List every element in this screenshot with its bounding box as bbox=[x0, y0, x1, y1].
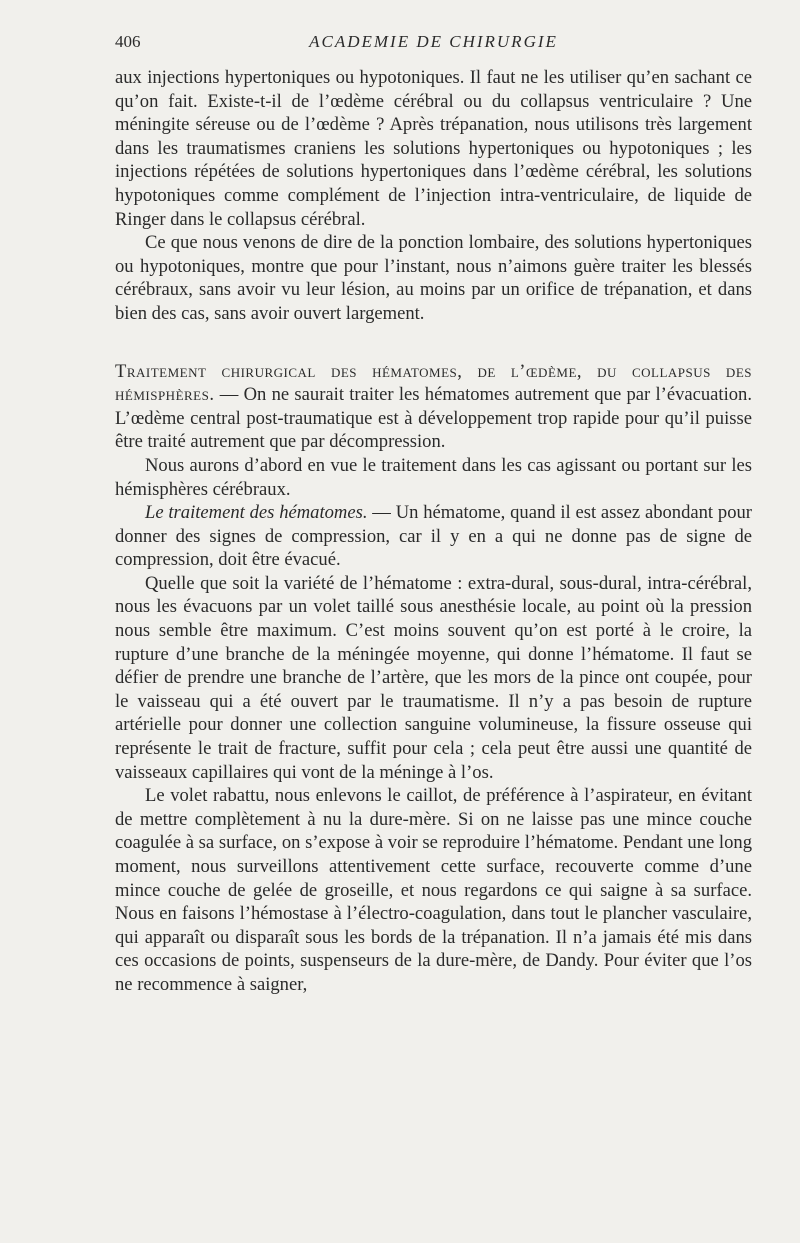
page-body bbox=[115, 66, 752, 997]
section-paragraph bbox=[115, 360, 752, 454]
paragraph: Le volet rabattu, nous enlevons le caillot, de préférence à l’aspirateur, en évitant de mettre complètement à nu la dure-mère. Si on ne laisse pas une mince couche coagulée à sa surface, on s’expose à voir se reproduire l’hématome. Pendant une long moment, nous surveillons attentivement cette surface, recouverte comme d’une mince couche de gelée de groseille, et nous regardons ce qui saigne à sa surface. Nous en faisons l’hémostase à l’électro-coagulation, dans tout le plancher vasculaire, qui apparaît ou disparaît sous les bords de la trépanation. Il n’a jamais été mis dans ces occasions de points, suspenseurs de la dure-mère, de Dandy. Pour éviter que l’os ne recommence à saigner, bbox=[115, 785, 752, 995]
page-number: 406 bbox=[115, 32, 141, 51]
paragraph: Quelle que soit la variété de l’hématome : extra-dural, sous-dural, intra-cérébral, nous les évacuons par un volet taillé sous anesthésie locale, au point où la pression nous semble être maximum. C’est moins souvent qu’on est porté à le croire, la rupture d’une branche de la méningée moyenne, qui donne l’hématome. Il faut se défier de prendre une branche de l’artère, que les mors de la pince ont coupée, pour le vaisseau qui a été ouvert par le traumatisme. Il n’y a pas besoin de rupture artérielle pour donner une collection sanguine volumineuse, la fissure osseuse qui représente le trait de fracture, suffit pour cela ; cela peut être aussi une quantité de vaisseaux capillaires qui vont de la méninge à l’os. bbox=[115, 572, 752, 783]
paragraph: Ce que nous venons de dire de la ponction lombaire, des solutions hypertoniques ou hypotoniques, montre que pour l’instant, nous n’aimons guère traiter les blessés cérébraux, sans avoir vu leur lésion, au moins par un orifice de trépanation, et dans bien des cas, sans avoir ouvert largement. bbox=[115, 232, 752, 324]
page-header bbox=[115, 32, 752, 58]
subsection-text: — Un hématome, quand il est assez abondant pour donner des signes de compression, car il y en a qui ne donne pas de signe de compression, doit être évacué. bbox=[115, 502, 752, 571]
paragraph: aux injections hypertoniques ou hypotoniques. Il faut ne les utiliser qu’en sachant ce qu’on fait. Existe-t-il de l’œdème cérébral ou du collapsus ventriculaire ? Une méningite séreuse ou de l’œdème ? Après trépanation, nous utilisons très largement dans les traumatismes craniens les solutions hypertoniques ou hypotoniques ; les injections répétées de solutions hypertoniques dans l’œdème cérébral, les solutions hypotoniques comme complément de l’injection intra-ventriculaire, de liquide de Ringer dans le collapsus cérébral. bbox=[115, 67, 752, 230]
section-heading: Traitement chirurgical des hématomes, de l’œdème, du collapsus des hémisphères. bbox=[115, 360, 752, 406]
running-head: ACADEMIE DE CHIRURGIE bbox=[309, 32, 558, 51]
subsection-paragraph bbox=[115, 501, 752, 572]
section-intro: — On ne saurait traiter les hématomes autrement que par l’évacuation. L’œdème central post-traumatique est à développement trop rapide pour qu’il puisse être traité autrement que par décompression. bbox=[115, 384, 752, 453]
subsection-heading: Le traitement des hématomes. bbox=[145, 502, 368, 524]
paragraph: Nous aurons d’abord en vue le traitement dans les cas agissant ou portant sur les hémisphères cérébraux. bbox=[115, 454, 752, 500]
